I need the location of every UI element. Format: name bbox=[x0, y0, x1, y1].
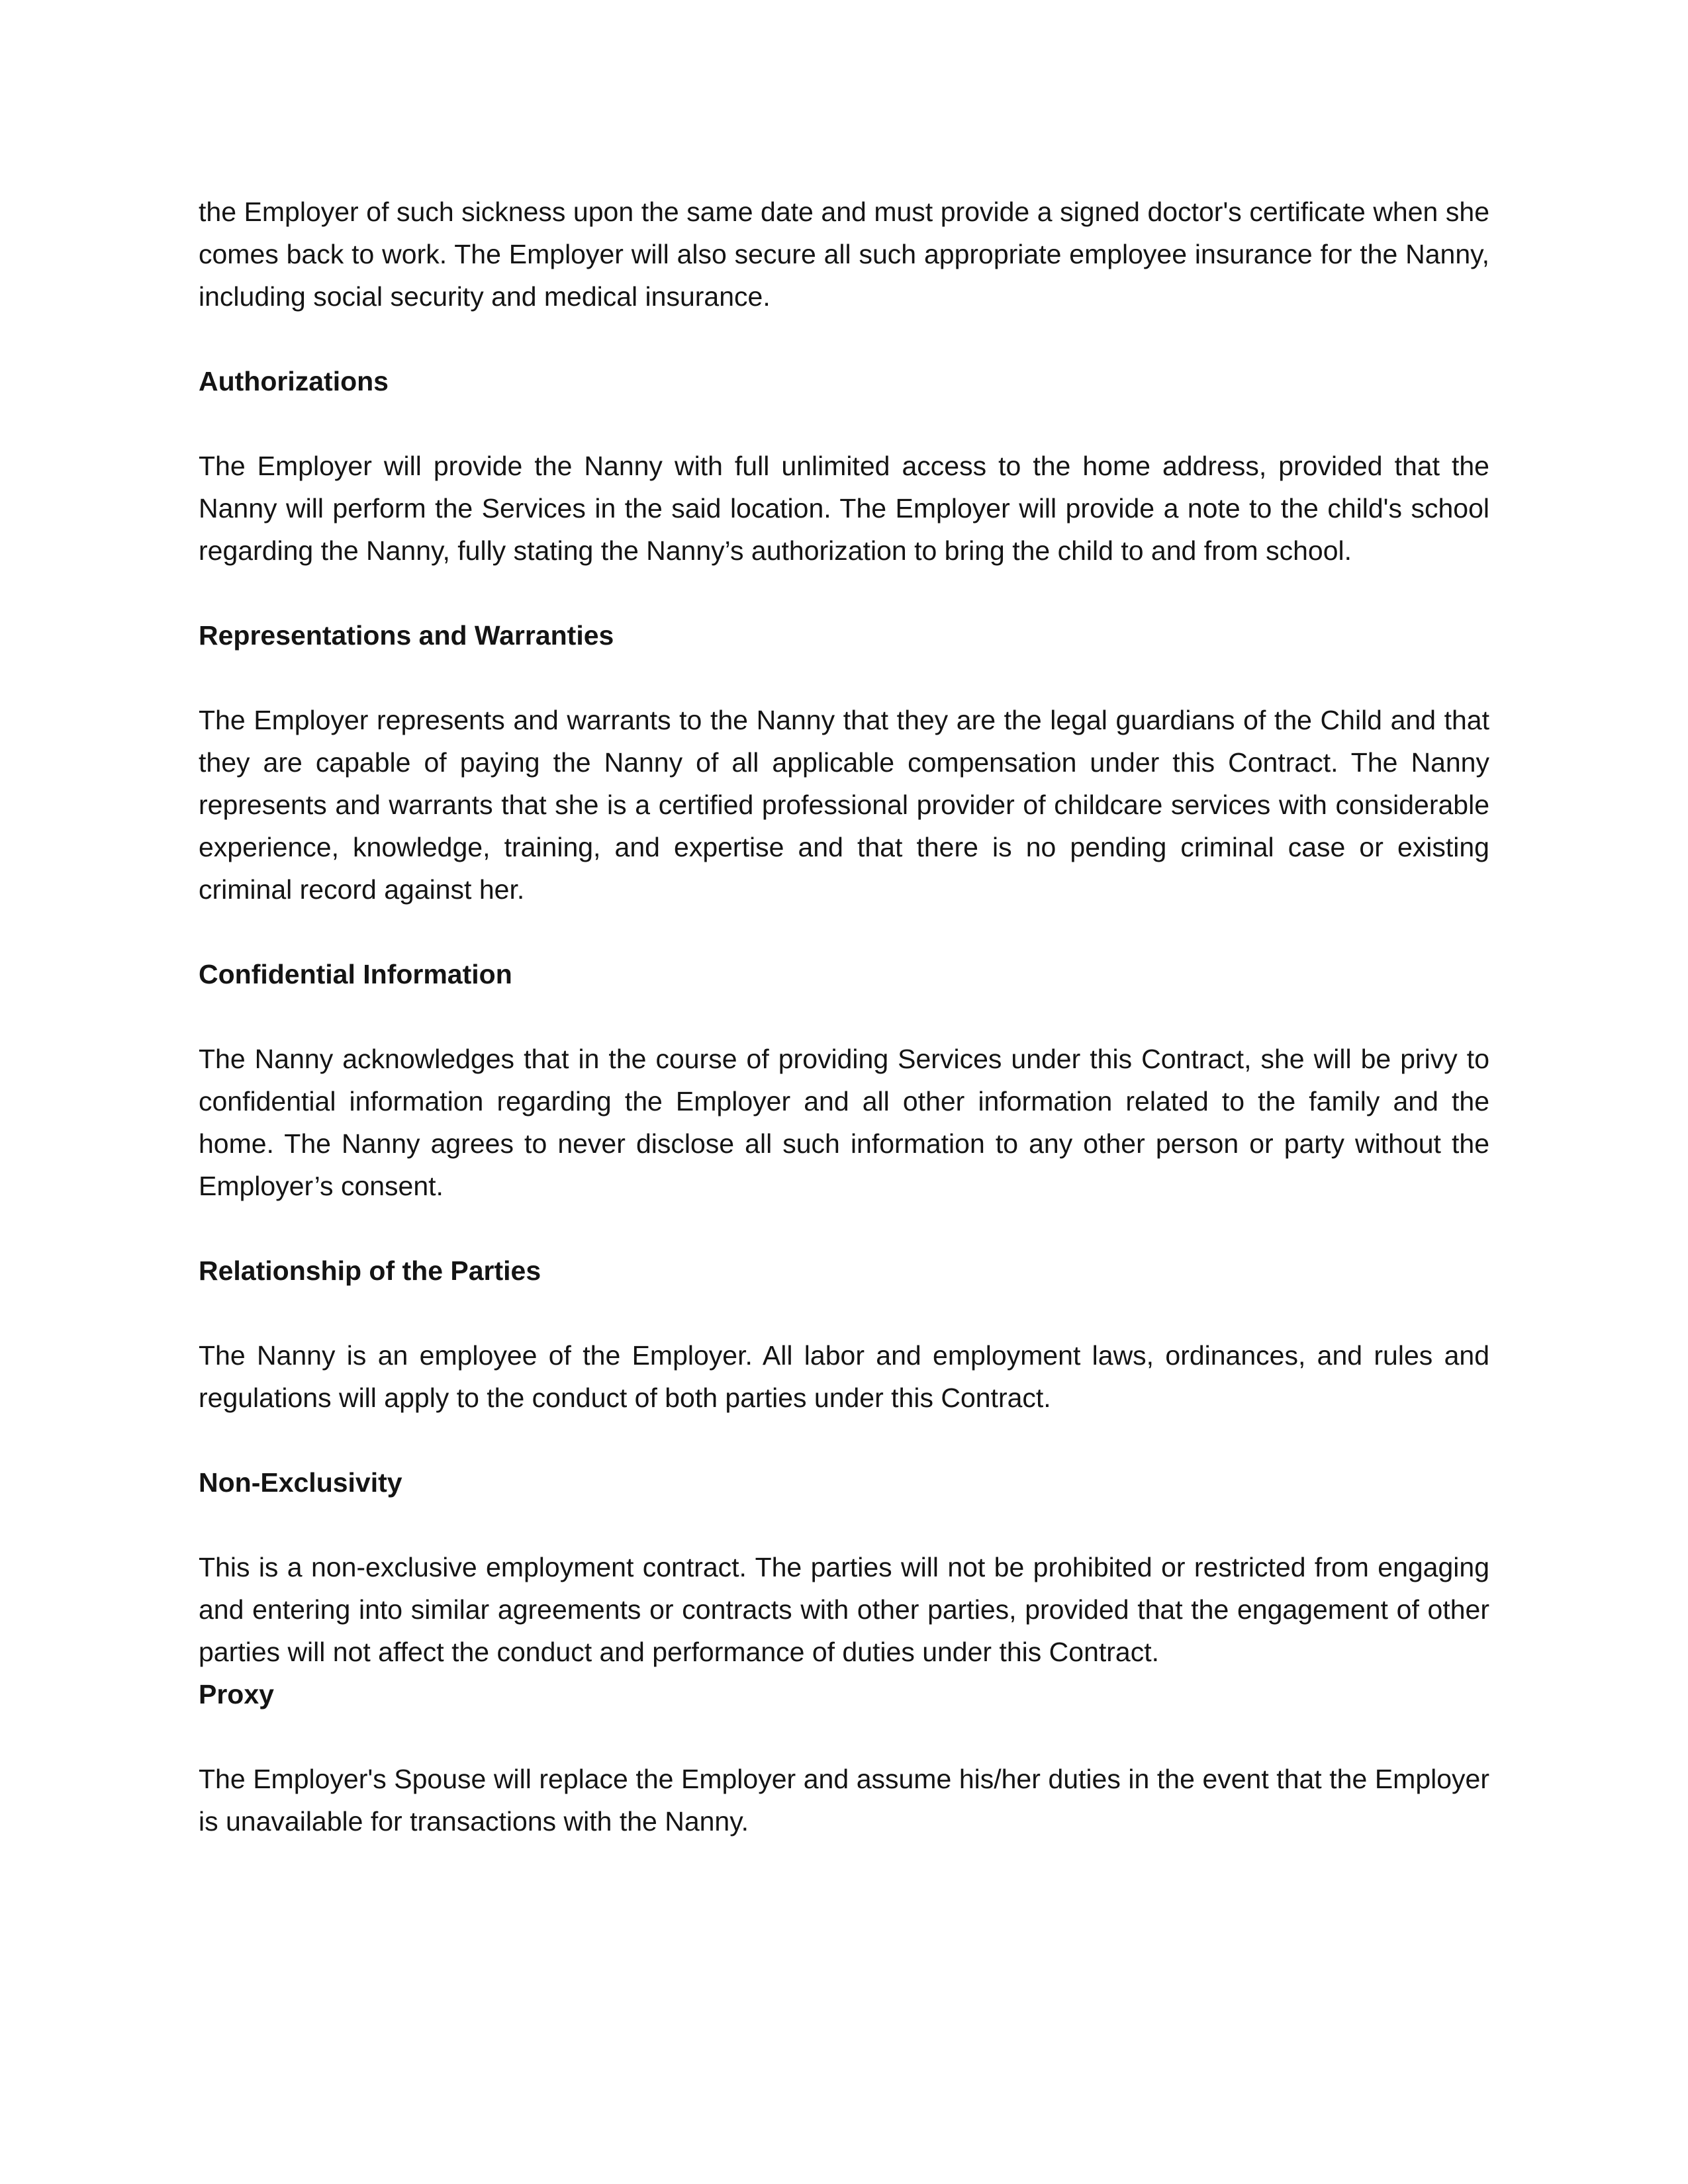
section-heading-relationship-of-the-parties: Relationship of the Parties bbox=[199, 1255, 541, 1286]
section-heading-confidential-information: Confidential Information bbox=[199, 959, 512, 989]
section-body-non-exclusivity: This is a non-exclusive employment contract. The parties will not be prohibited or restricted from engaging and entering into similar agreements or contracts with other parties, provided that the engagement of other parties will not affect the conduct and performance of duties under this Contract. bbox=[199, 1552, 1489, 1667]
spacer bbox=[199, 1292, 1489, 1334]
section-body-confidential-information: The Nanny acknowledges that in the course of providing Services under this Contract, she will be privy to confidential information regarding the Employer and all other information related to the family and the home. The Nanny agrees to never disclose all such information to any other person or party without the Employer’s consent. bbox=[199, 1044, 1489, 1201]
section-body-relationship-of-the-parties: The Nanny is an employee of the Employer. All labor and employment laws, ordinances, and rules and regulations will apply to the conduct of both parties under this Contract. bbox=[199, 1340, 1489, 1413]
section-body-authorizations: The Employer will provide the Nanny with full unlimited access to the home address, provided that the Nanny will perform the Services in the said location. The Employer will provide a note to the child's school regarding the Nanny, fully stating the Nanny’s authorization to bring the child to and from school. bbox=[199, 451, 1489, 566]
section-heading-proxy: Proxy bbox=[199, 1679, 274, 1709]
spacer bbox=[199, 1207, 1489, 1250]
section-body-proxy: The Employer's Spouse will replace the Employer and assume his/her duties in the event that the Employer is unavailable for transactions with the Nanny. bbox=[199, 1764, 1489, 1837]
spacer bbox=[199, 657, 1489, 699]
spacer bbox=[199, 1504, 1489, 1546]
section-heading-authorizations: Authorizations bbox=[199, 366, 389, 396]
intro-paragraph: the Employer of such sickness upon the same date and must provide a signed doctor's certificate when she comes back to work. The Employer will also secure all such appropriate employee insurance for the Nanny, including social security and medical insurance. bbox=[199, 197, 1489, 312]
section-body-representations-and-warranties: The Employer represents and warrants to the Nanny that they are the legal guardians of the Child and that they are capable of paying the Nanny of all applicable compensation under this Contract. The Nanny represents and warrants that she is a certified professional provider of childcare services with considerable experience, knowledge, training, and expertise and that there is no pending criminal case or existing criminal record against her. bbox=[199, 705, 1489, 905]
spacer bbox=[199, 318, 1489, 360]
spacer bbox=[199, 572, 1489, 614]
section-heading-representations-and-warranties: Representations and Warranties bbox=[199, 620, 614, 651]
spacer bbox=[199, 911, 1489, 953]
document-page bbox=[199, 191, 1489, 1843]
spacer bbox=[199, 1715, 1489, 1758]
section-heading-non-exclusivity: Non-Exclusivity bbox=[199, 1467, 402, 1498]
spacer bbox=[199, 995, 1489, 1038]
spacer bbox=[199, 1419, 1489, 1461]
spacer bbox=[199, 402, 1489, 445]
